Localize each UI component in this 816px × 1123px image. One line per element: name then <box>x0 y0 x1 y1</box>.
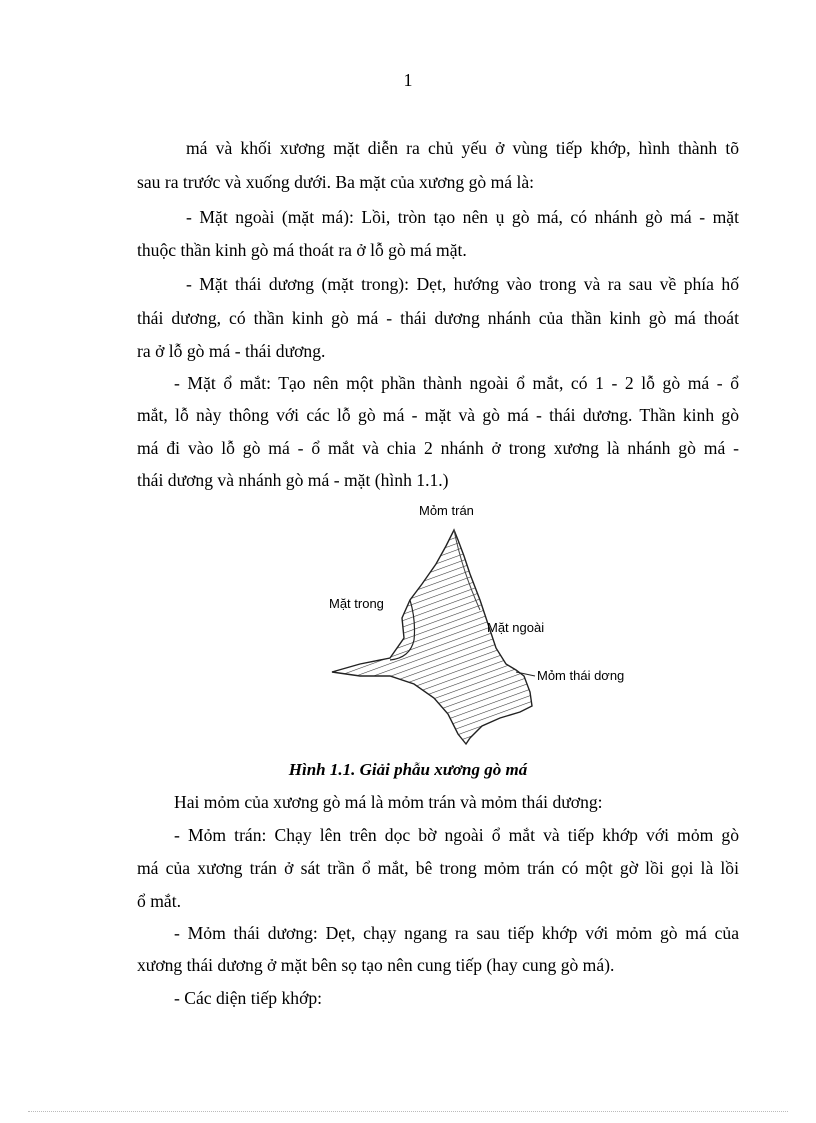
text-line: - Mặt ổ mắt: Tạo nên một phần thành ngoài ổ mắt, có 1 - 2 lỗ gò má - ổ <box>174 373 739 393</box>
text-line: - Mặt ngoài (mặt má): Lồi, tròn tạo nên ụ gò má, có nhánh gò má - mặt <box>186 207 739 227</box>
page-number: 1 <box>403 70 413 90</box>
text-line: ra ở lỗ gò má - thái dương. <box>137 341 326 361</box>
text-line: Hai mỏm của xương gò má là mỏm trán và mỏm thái dương: <box>174 792 603 812</box>
footer-divider <box>28 1111 788 1112</box>
text-line: ổ mắt. <box>137 891 181 911</box>
text-line: - Mỏm trán: Chạy lên trên dọc bờ ngoài ổ mắt và tiếp khớp với mỏm gò <box>174 825 739 845</box>
figure-caption: Hình 1.1. Giải phẫu xương gò má <box>288 760 528 779</box>
text-line: mắt, lỗ này thông với các lỗ gò má - mặt và gò má - thái dương. Thần kinh gò <box>137 405 739 425</box>
text-line: má đi vào lỗ gò má - ổ mắt và chia 2 nhánh ở trong xương là nhánh gò má - <box>137 438 739 458</box>
label-mat-trong: Mặt trong <box>329 596 384 611</box>
bone-shape <box>332 530 532 744</box>
text-line: thái dương, có thần kinh gò má - thái dương nhánh của thần kinh gò má thoát <box>137 308 739 328</box>
label-mom-thai-duong: Mỏm thái dơng <box>537 668 625 683</box>
text-line: má và khối xương mặt diễn ra chủ yếu ở vùng tiếp khớp, hình thành tõ <box>186 138 739 158</box>
text-line: - Mặt thái dương (mặt trong): Dẹt, hướng vào trong và ra sau về phía hố <box>186 274 739 294</box>
text-line: - Mỏm thái dương: Dẹt, chạy ngang ra sau tiếp khớp với mỏm gò má của <box>174 923 739 943</box>
text-line: thái dương và nhánh gò má - mặt (hình 1.1.) <box>137 470 449 490</box>
text-line: má của xương trán ở sát trần ổ mắt, bê trong mỏm trán có một gờ lồi gọi là lồi <box>137 858 739 878</box>
label-mat-ngoai: Mặt ngoài <box>487 620 545 635</box>
text-line: sau ra trước và xuống dưới. Ba mặt của xương gò má là: <box>137 172 535 192</box>
text-line: - Các diện tiếp khớp: <box>174 988 323 1008</box>
text-line: thuộc thần kinh gò má thoát ra ở lỗ gò má mặt. <box>137 240 467 260</box>
label-mom-tran: Mỏm trán <box>419 503 474 518</box>
text-line: xương thái dương ở mặt bên sọ tạo nên cung tiếp (hay cung gò má). <box>137 955 615 975</box>
